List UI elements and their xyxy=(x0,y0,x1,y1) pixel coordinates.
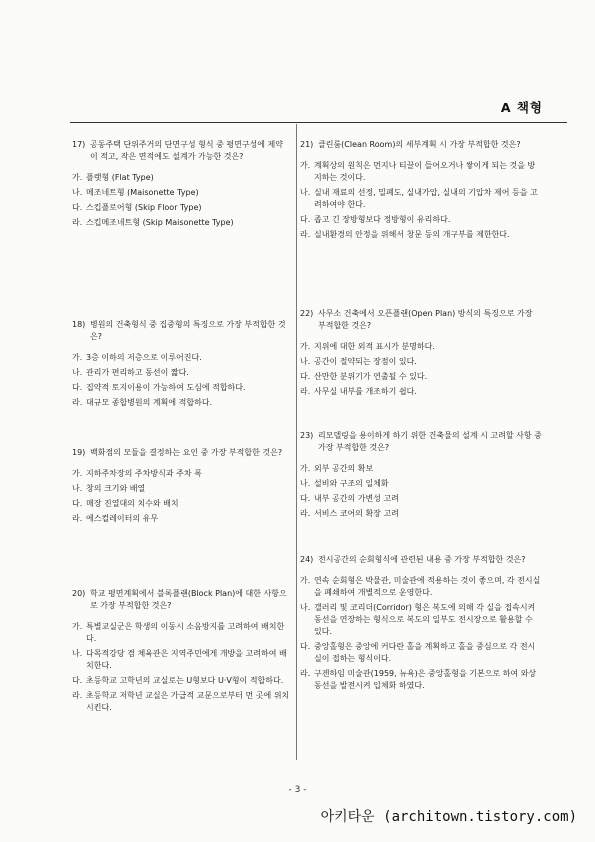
question-text: 클린룸(Clean Room)의 세부계획 시 가장 부적합한 것은? xyxy=(318,140,521,149)
choice-label: 다. xyxy=(72,203,83,212)
choice-text: 지위에 대한 외적 표시가 분명하다. xyxy=(314,342,435,351)
choice-text: 집약적 토지이용이 가능하여 도심에 적합하다. xyxy=(86,383,246,392)
choice-item xyxy=(72,367,290,379)
choice-label: 다. xyxy=(72,499,83,508)
choice-text: 산만한 분위기가 연출될 수 있다. xyxy=(314,372,428,381)
choice-item xyxy=(300,187,542,211)
choice-label: 가. xyxy=(300,576,311,585)
choice-text: 사무실 내부를 개조하기 쉽다. xyxy=(314,387,417,396)
choice-list xyxy=(72,352,290,409)
choice-label: 나. xyxy=(72,188,83,197)
choice-text: 실내환경의 안정을 위해서 창문 등의 개구부를 제한한다. xyxy=(314,230,510,239)
question-number: 19) xyxy=(72,448,86,457)
choice-text: 내부 공간의 가변성 고려 xyxy=(314,494,399,503)
choice-item xyxy=(300,214,542,226)
choice-text: 관리가 편리하고 동선이 짧다. xyxy=(86,368,189,377)
question-text: 전시공간의 순회형식에 관련된 내용 중 가장 부적합한 것은? xyxy=(318,555,526,564)
choice-text: 연속 순회형은 박물관, 미술관에 적용하는 것이 좋으며, 각 전시실을 폐쇄하여 개별적으로 운영한다. xyxy=(314,576,541,597)
question-number: 23) xyxy=(300,431,314,440)
choice-label: 나. xyxy=(72,484,83,493)
choice-label: 라. xyxy=(300,669,311,678)
choice-label: 가. xyxy=(72,173,83,182)
choice-item xyxy=(300,478,542,490)
choice-label: 라. xyxy=(72,514,83,523)
choice-label: 가. xyxy=(300,161,311,170)
choice-label: 다. xyxy=(300,642,311,651)
choice-item xyxy=(72,172,290,184)
choice-label: 라. xyxy=(72,218,83,227)
choice-text: 창의 크기와 배열 xyxy=(86,484,146,493)
choice-text: 특별교실군은 학생의 이동시 소음방지를 고려하여 배치한다. xyxy=(86,622,285,643)
choice-text: 지하주차장의 주차방식과 주차 폭 xyxy=(86,469,202,478)
question-17 xyxy=(72,139,290,232)
choice-item xyxy=(72,513,290,525)
choice-text: 중앙홀형은 중앙에 커다란 홀을 계획하고 홀을 중심으로 각 전시실이 접하는 형식이다. xyxy=(314,642,536,663)
choice-item xyxy=(72,648,290,672)
choice-item xyxy=(300,463,542,475)
choice-item xyxy=(300,493,542,505)
left-column xyxy=(72,124,290,760)
choice-text: 플랫형 (Flat Type) xyxy=(86,173,154,182)
choice-item xyxy=(72,202,290,214)
question-number: 17) xyxy=(72,140,86,149)
choice-label: 라. xyxy=(300,509,311,518)
choice-label: 나. xyxy=(300,603,311,612)
choice-text: 스킵메조네트형 (Skip Maisonette Type) xyxy=(86,218,234,227)
choice-text: 계획상의 원칙은 먼지나 티끌이 들어오거나 쌓이게 되는 것을 방지하는 것이다. xyxy=(314,161,536,182)
choice-text: 메조네트형 (Maisonette Type) xyxy=(86,188,199,197)
choice-text: 초등학교 저학년 교실은 가급적 교문으로부터 먼 곳에 위치시킨다. xyxy=(86,691,290,712)
choice-item xyxy=(72,397,290,409)
choice-label: 라. xyxy=(72,691,83,700)
choice-text: 에스컬레이터의 유무 xyxy=(86,514,159,523)
choice-item xyxy=(72,217,290,229)
choice-item xyxy=(300,356,542,368)
choice-list xyxy=(72,468,290,525)
page-number: - 3 - xyxy=(288,785,307,795)
choice-list xyxy=(300,160,542,241)
choice-label: 나. xyxy=(72,368,83,377)
right-column xyxy=(300,124,542,760)
choice-item xyxy=(300,160,542,184)
choice-label: 나. xyxy=(300,479,311,488)
choice-item xyxy=(300,341,542,353)
choice-item xyxy=(72,621,290,645)
choice-item xyxy=(300,508,542,520)
choice-label: 라. xyxy=(72,398,83,407)
choice-text: 구겐하임 미술관(1959, 뉴욕)은 중앙홀형을 기본으로 하여 와상동선을 발전시켜 입체화 하였다. xyxy=(314,669,537,690)
question-text: 학교 평면계획에서 블록플랜(Block Plan)에 대한 사항으로 가장 부적합한 것은? xyxy=(90,589,287,610)
choice-item xyxy=(72,352,290,364)
choice-list xyxy=(300,341,542,398)
question-text: 리모델링을 용이하게 하기 위한 건축물의 설계 시 고려할 사항 중 가장 부적합한 것은? xyxy=(318,431,542,452)
choice-label: 다. xyxy=(72,676,83,685)
choice-list xyxy=(300,463,542,520)
question-text: 백화점의 모듈을 결정하는 요인 중 가장 부적합한 것은? xyxy=(90,448,283,457)
question-22 xyxy=(300,308,542,401)
column-divider xyxy=(296,124,297,760)
choice-label: 가. xyxy=(72,622,83,631)
choice-list xyxy=(300,575,542,692)
question-text: 사무소 건축에서 오픈플랜(Open Plan) 방식의 특징으로 가장 부적합한 것은? xyxy=(318,309,533,330)
choice-label: 라. xyxy=(300,230,311,239)
choice-item xyxy=(300,371,542,383)
choice-item xyxy=(300,668,542,692)
question-text: 병원의 건축형식 중 집중형의 특징으로 가장 부적합한 것은? xyxy=(90,320,286,341)
question-23 xyxy=(300,430,542,523)
choice-label: 가. xyxy=(72,353,83,362)
choice-item xyxy=(72,690,290,714)
question-number: 22) xyxy=(300,309,314,318)
header-rule xyxy=(70,122,567,123)
choice-item xyxy=(300,229,542,241)
question-21 xyxy=(300,139,542,244)
choice-text: 실내 재료의 선정, 밀폐도, 실내가압, 실내의 기압차 제어 등을 고려하여야 한다. xyxy=(314,188,538,209)
choice-text: 설비와 구조의 일체화 xyxy=(314,479,389,488)
choice-text: 3층 이하의 저층으로 이루어진다. xyxy=(86,353,202,362)
question-18 xyxy=(72,319,290,412)
choice-text: 대규모 종합병원의 계획에 적합하다. xyxy=(86,398,213,407)
choice-item xyxy=(72,468,290,480)
choice-text: 초등학교 고학년의 교실로는 U형보다 U·V형이 적합하다. xyxy=(86,676,284,685)
choice-text: 서비스 코어의 확장 고려 xyxy=(314,509,399,518)
choice-text: 갤러리 및 코리더(Corridor) 형은 복도에 의해 각 실을 접속시켜 동선을 연장하는 형식으로 복도의 일부도 전시장으로 활용할 수 있다. xyxy=(314,603,536,636)
question-number: 20) xyxy=(72,589,86,598)
choice-text: 스킵플로어형 (Skip Floor Type) xyxy=(86,203,202,212)
choice-item xyxy=(300,602,542,638)
question-number: 21) xyxy=(300,140,314,149)
question-number: 24) xyxy=(300,555,314,564)
choice-label: 다. xyxy=(300,372,311,381)
choice-label: 다. xyxy=(300,494,311,503)
choice-text: 공간이 절약되는 장점이 있다. xyxy=(314,357,417,366)
choice-list xyxy=(72,621,290,714)
question-24 xyxy=(300,554,542,695)
question-text: 공동주택 단위주거의 단면구성 형식 중 평면구성에 제약이 적고, 작은 면적에도 설계가 가능한 것은? xyxy=(90,140,283,161)
choice-label: 가. xyxy=(300,464,311,473)
question-number: 18) xyxy=(72,320,86,329)
choice-text: 외부 공간의 확보 xyxy=(314,464,374,473)
choice-item xyxy=(72,483,290,495)
choice-item xyxy=(72,675,290,687)
choice-item xyxy=(72,498,290,510)
choice-text: 매장 진열대의 치수와 배치 xyxy=(86,499,179,508)
watermark-text: 아키타운 (architown.tistory.com) xyxy=(320,809,577,825)
choice-label: 나. xyxy=(72,649,83,658)
choice-label: 가. xyxy=(72,469,83,478)
choice-item xyxy=(72,187,290,199)
exam-type-label: A 책형 xyxy=(500,100,543,115)
choice-text: 다목적강당 겸 체육관은 지역주민에게 개방을 고려하여 배치한다. xyxy=(86,649,287,670)
choice-item xyxy=(72,382,290,394)
choice-label: 다. xyxy=(72,383,83,392)
choice-label: 라. xyxy=(300,387,311,396)
choice-list xyxy=(72,172,290,229)
question-20 xyxy=(72,588,290,717)
choice-label: 나. xyxy=(300,188,311,197)
choice-label: 다. xyxy=(300,215,311,224)
choice-item xyxy=(300,575,542,599)
choice-label: 나. xyxy=(300,357,311,366)
choice-item xyxy=(300,641,542,665)
question-19 xyxy=(72,447,290,528)
choice-label: 가. xyxy=(300,342,311,351)
choice-item xyxy=(300,386,542,398)
choice-text: 좁고 긴 장방형보다 정방형이 유리하다. xyxy=(314,215,451,224)
